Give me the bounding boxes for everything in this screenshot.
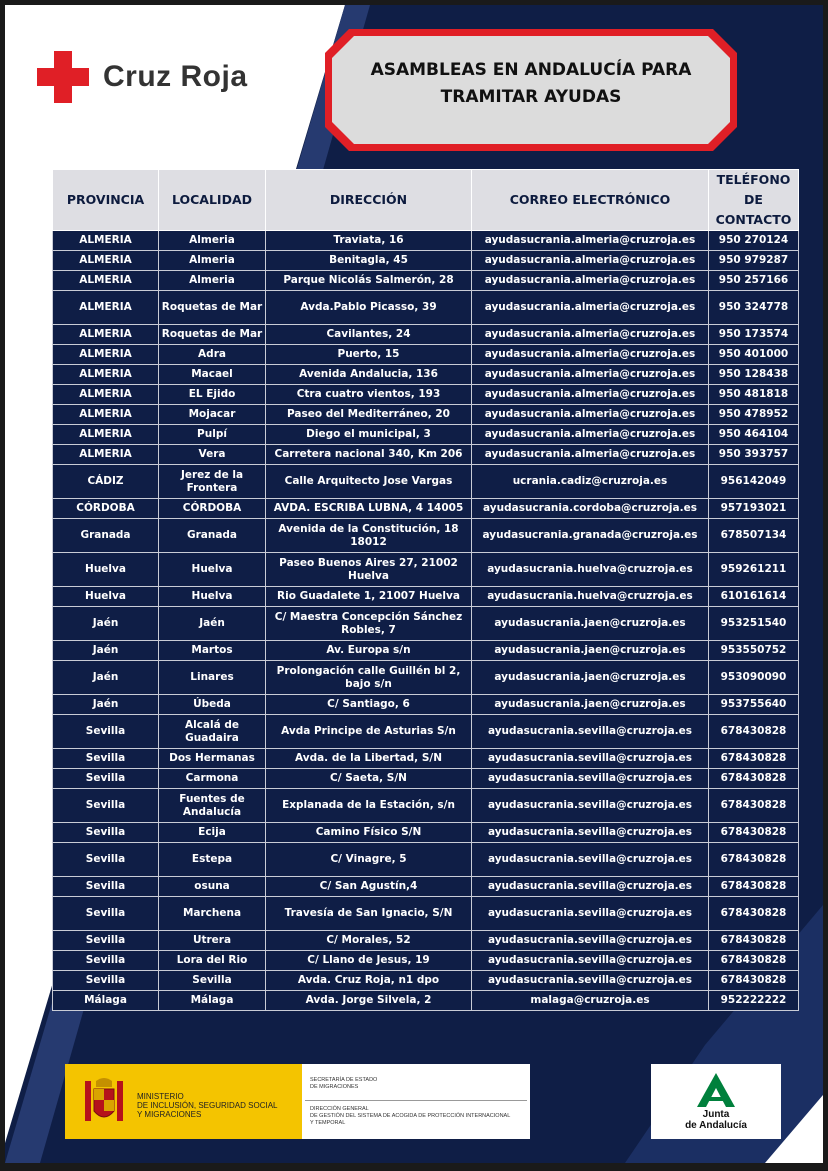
cell-telefono: 950 979287 — [709, 251, 799, 271]
cell-localidad: Linares — [159, 661, 266, 695]
cell-provincia: Sevilla — [53, 789, 159, 823]
cell-provincia: Sevilla — [53, 823, 159, 843]
cell-correo: ayudasucrania.jaen@cruzroja.es — [472, 695, 709, 715]
cell-provincia: Huelva — [53, 587, 159, 607]
direccion-general-text: DIRECCIÓN GENERAL DE GESTIÓN DEL SISTEMA DE ACOGIDA DE PROTECCIÓN INTERNACIONAL Y TEMPORAL — [310, 1106, 511, 1126]
cell-correo: ayudasucrania.almeria@cruzroja.es — [472, 365, 709, 385]
cell-direccion: Prolongación calle Guillén bl 2, bajo s/n — [266, 661, 472, 695]
table-row — [53, 553, 799, 587]
cell-provincia: Sevilla — [53, 971, 159, 991]
cell-provincia: Sevilla — [53, 877, 159, 897]
cell-correo: malaga@cruzroja.es — [472, 991, 709, 1011]
cell-telefono: 953090090 — [709, 661, 799, 695]
cell-telefono: 678430828 — [709, 931, 799, 951]
table-row — [53, 769, 799, 789]
cell-direccion: Rio Guadalete 1, 21007 Huelva — [266, 587, 472, 607]
title-line-2: TRAMITAR AYUDAS — [440, 87, 622, 107]
cell-telefono: 678430828 — [709, 951, 799, 971]
table-row — [53, 931, 799, 951]
header-provincia: PROVINCIA — [53, 170, 159, 231]
cell-direccion: C/ Maestra Concepción Sánchez Robles, 7 — [266, 607, 472, 641]
cell-direccion: AVDA. ESCRIBA LUBNA, 4 14005 — [266, 499, 472, 519]
cell-telefono: 950 324778 — [709, 291, 799, 325]
table-row — [53, 519, 799, 553]
cell-localidad: Roquetas de Mar — [159, 291, 266, 325]
cell-correo: ayudasucrania.sevilla@cruzroja.es — [472, 897, 709, 931]
table-row — [53, 325, 799, 345]
cell-telefono: 950 393757 — [709, 445, 799, 465]
table-row — [53, 607, 799, 641]
cell-provincia: ALMERIA — [53, 231, 159, 251]
cell-localidad: Huelva — [159, 587, 266, 607]
cell-localidad: Martos — [159, 641, 266, 661]
cell-localidad: Alcalá de Guadaira — [159, 715, 266, 749]
ministry-yellow-panel — [65, 1064, 302, 1139]
header-direccion: DIRECCIÓN — [266, 170, 472, 231]
header-correo: CORREO ELECTRÓNICO — [472, 170, 709, 231]
cell-telefono: 678430828 — [709, 715, 799, 749]
table-row — [53, 951, 799, 971]
cell-localidad: Adra — [159, 345, 266, 365]
table-row — [53, 365, 799, 385]
cell-provincia: ALMERIA — [53, 385, 159, 405]
cell-direccion: Benitagla, 45 — [266, 251, 472, 271]
cell-telefono: 678430828 — [709, 843, 799, 877]
cell-localidad: Marchena — [159, 897, 266, 931]
cell-direccion: C/ Saeta, S/N — [266, 769, 472, 789]
cell-localidad: Úbeda — [159, 695, 266, 715]
cell-correo: ayudasucrania.almeria@cruzroja.es — [472, 251, 709, 271]
cell-direccion: Avda. de la Libertad, S/N — [266, 749, 472, 769]
cell-provincia: CÓRDOBA — [53, 499, 159, 519]
cell-direccion: C/ Llano de Jesus, 19 — [266, 951, 472, 971]
cell-localidad: Almeria — [159, 251, 266, 271]
cell-direccion: Avda Principe de Asturias S/n — [266, 715, 472, 749]
cell-correo: ayudasucrania.granada@cruzroja.es — [472, 519, 709, 553]
cell-localidad: osuna — [159, 877, 266, 897]
cell-provincia: Sevilla — [53, 843, 159, 877]
cell-direccion: Avda.Pablo Picasso, 39 — [266, 291, 472, 325]
cell-correo: ayudasucrania.sevilla@cruzroja.es — [472, 951, 709, 971]
cell-localidad: Almeria — [159, 231, 266, 251]
cell-correo: ayudasucrania.almeria@cruzroja.es — [472, 231, 709, 251]
cell-telefono: 950 270124 — [709, 231, 799, 251]
title-line-1: ASAMBLEAS EN ANDALUCÍA PARA — [370, 60, 692, 80]
cell-correo: ayudasucrania.almeria@cruzroja.es — [472, 325, 709, 345]
cell-telefono: 678430828 — [709, 971, 799, 991]
cell-localidad: Sevilla — [159, 971, 266, 991]
cell-telefono: 678430828 — [709, 769, 799, 789]
table-header-row — [53, 170, 799, 231]
cell-direccion: C/ Santiago, 6 — [266, 695, 472, 715]
cell-provincia: Sevilla — [53, 715, 159, 749]
table-row — [53, 587, 799, 607]
cell-provincia: ALMERIA — [53, 425, 159, 445]
cell-provincia: ALMERIA — [53, 271, 159, 291]
cell-direccion: Avda. Cruz Roja, n1 dpo — [266, 971, 472, 991]
cell-localidad: Jaén — [159, 607, 266, 641]
cell-telefono: 950 478952 — [709, 405, 799, 425]
cell-direccion: Cavilantes, 24 — [266, 325, 472, 345]
table-row — [53, 823, 799, 843]
table-row — [53, 991, 799, 1011]
cell-direccion: Traviata, 16 — [266, 231, 472, 251]
cell-provincia: Jaén — [53, 641, 159, 661]
table-row — [53, 345, 799, 365]
cell-provincia: ALMERIA — [53, 251, 159, 271]
cell-localidad: Fuentes de Andalucía — [159, 789, 266, 823]
cell-direccion: Calle Arquitecto Jose Vargas — [266, 465, 472, 499]
cell-telefono: 950 257166 — [709, 271, 799, 291]
ministry-logo-block — [65, 1064, 530, 1139]
table-row — [53, 251, 799, 271]
cell-localidad: Pulpí — [159, 425, 266, 445]
assemblies-table — [52, 169, 799, 1011]
red-cross-icon — [37, 51, 89, 103]
junta-name: Junta de Andalucía — [685, 1109, 747, 1131]
cell-direccion: Av. Europa s/n — [266, 641, 472, 661]
cell-localidad: Macael — [159, 365, 266, 385]
cell-direccion: Puerto, 15 — [266, 345, 472, 365]
table-row — [53, 405, 799, 425]
cell-telefono: 950 401000 — [709, 345, 799, 365]
cell-localidad: Granada — [159, 519, 266, 553]
cell-correo: ayudasucrania.huelva@cruzroja.es — [472, 587, 709, 607]
junta-a-icon — [696, 1072, 736, 1108]
cell-correo: ayudasucrania.sevilla@cruzroja.es — [472, 931, 709, 951]
table-row — [53, 749, 799, 769]
header-telefono: TELÉFONO DE CONTACTO — [709, 170, 799, 231]
cell-correo: ayudasucrania.sevilla@cruzroja.es — [472, 843, 709, 877]
cell-telefono: 678430828 — [709, 897, 799, 931]
cell-localidad: Carmona — [159, 769, 266, 789]
cell-telefono: 678430828 — [709, 749, 799, 769]
cell-correo: ayudasucrania.sevilla@cruzroja.es — [472, 715, 709, 749]
cell-correo: ayudasucrania.sevilla@cruzroja.es — [472, 769, 709, 789]
cell-telefono: 953251540 — [709, 607, 799, 641]
cell-telefono: 678430828 — [709, 877, 799, 897]
cell-provincia: Granada — [53, 519, 159, 553]
cell-telefono: 957193021 — [709, 499, 799, 519]
cell-correo: ayudasucrania.jaen@cruzroja.es — [472, 661, 709, 695]
cell-correo: ayudasucrania.sevilla@cruzroja.es — [472, 971, 709, 991]
table-row — [53, 715, 799, 749]
cell-localidad: Mojacar — [159, 405, 266, 425]
cell-provincia: Sevilla — [53, 951, 159, 971]
cell-provincia: CÁDIZ — [53, 465, 159, 499]
table-row — [53, 843, 799, 877]
cell-direccion: C/ Vinagre, 5 — [266, 843, 472, 877]
table-row — [53, 465, 799, 499]
cell-provincia: Sevilla — [53, 749, 159, 769]
cell-correo: ayudasucrania.almeria@cruzroja.es — [472, 385, 709, 405]
cell-telefono: 953550752 — [709, 641, 799, 661]
cell-direccion: Paseo del Mediterráneo, 20 — [266, 405, 472, 425]
cell-localidad: Ecija — [159, 823, 266, 843]
table-row — [53, 499, 799, 519]
brand-name: Cruz Roja — [103, 60, 248, 93]
cell-correo: ayudasucrania.jaen@cruzroja.es — [472, 607, 709, 641]
cell-correo: ayudasucrania.sevilla@cruzroja.es — [472, 789, 709, 823]
cell-telefono: 950 173574 — [709, 325, 799, 345]
cell-correo: ayudasucrania.almeria@cruzroja.es — [472, 445, 709, 465]
cell-direccion: Ctra cuatro vientos, 193 — [266, 385, 472, 405]
table-row — [53, 271, 799, 291]
cell-provincia: Huelva — [53, 553, 159, 587]
cell-telefono: 953755640 — [709, 695, 799, 715]
poster-sheet — [5, 5, 823, 1163]
cell-telefono: 956142049 — [709, 465, 799, 499]
cell-provincia: ALMERIA — [53, 291, 159, 325]
cell-direccion: C/ San Agustín,4 — [266, 877, 472, 897]
cell-telefono: 678430828 — [709, 789, 799, 823]
cell-provincia: Málaga — [53, 991, 159, 1011]
cell-direccion: Explanada de la Estación, s/n — [266, 789, 472, 823]
cell-correo: ayudasucrania.sevilla@cruzroja.es — [472, 749, 709, 769]
cell-provincia: Sevilla — [53, 931, 159, 951]
cell-correo: ayudasucrania.almeria@cruzroja.es — [472, 291, 709, 325]
cell-direccion: Travesía de San Ignacio, S/N — [266, 897, 472, 931]
table-row — [53, 385, 799, 405]
cell-correo: ucrania.cadiz@cruzroja.es — [472, 465, 709, 499]
cell-telefono: 950 481818 — [709, 385, 799, 405]
table-row — [53, 695, 799, 715]
cell-correo: ayudasucrania.cordoba@cruzroja.es — [472, 499, 709, 519]
cell-telefono: 678507134 — [709, 519, 799, 553]
cell-provincia: ALMERIA — [53, 445, 159, 465]
cell-telefono: 950 128438 — [709, 365, 799, 385]
table-row — [53, 425, 799, 445]
coat-of-arms-icon — [79, 1075, 129, 1129]
cell-correo: ayudasucrania.almeria@cruzroja.es — [472, 271, 709, 291]
cell-correo: ayudasucrania.almeria@cruzroja.es — [472, 345, 709, 365]
cell-provincia: Jaén — [53, 661, 159, 695]
table-row — [53, 445, 799, 465]
cell-localidad: Almeria — [159, 271, 266, 291]
cell-correo: ayudasucrania.sevilla@cruzroja.es — [472, 823, 709, 843]
ministry-name: MINISTERIO DE INCLUSIÓN, SEGURIDAD SOCIAL Y MIGRACIONES — [137, 1092, 278, 1119]
cell-provincia: Jaén — [53, 607, 159, 641]
cell-localidad: Roquetas de Mar — [159, 325, 266, 345]
header-localidad: LOCALIDAD — [159, 170, 266, 231]
junta-andalucia-logo — [651, 1064, 781, 1139]
secretaria-text: SECRETARÍA DE ESTADO DE MIGRACIONES — [310, 1077, 378, 1090]
page-title — [335, 57, 727, 111]
cell-direccion: Camino Físico S/N — [266, 823, 472, 843]
cell-provincia: Sevilla — [53, 769, 159, 789]
cell-telefono: 610161614 — [709, 587, 799, 607]
cell-localidad: Vera — [159, 445, 266, 465]
table-row — [53, 897, 799, 931]
cell-localidad: Lora del Rio — [159, 951, 266, 971]
cell-telefono: 959261211 — [709, 553, 799, 587]
table-row — [53, 877, 799, 897]
cell-correo: ayudasucrania.huelva@cruzroja.es — [472, 553, 709, 587]
cell-direccion: Avda. Jorge Silvela, 2 — [266, 991, 472, 1011]
table-row — [53, 231, 799, 251]
cell-telefono: 678430828 — [709, 823, 799, 843]
cruz-roja-logo — [37, 51, 248, 103]
table-body — [53, 231, 799, 1011]
table-row — [53, 641, 799, 661]
cell-correo: ayudasucrania.sevilla@cruzroja.es — [472, 877, 709, 897]
cell-localidad: Jerez de la Frontera — [159, 465, 266, 499]
cell-direccion: Avenida de la Constitución, 18 18012 — [266, 519, 472, 553]
table-row — [53, 291, 799, 325]
cell-direccion: Carretera nacional 340, Km 206 — [266, 445, 472, 465]
cell-provincia: Jaén — [53, 695, 159, 715]
cell-localidad: Estepa — [159, 843, 266, 877]
cell-provincia: ALMERIA — [53, 365, 159, 385]
cell-direccion: Parque Nicolás Salmerón, 28 — [266, 271, 472, 291]
cell-direccion: Diego el municipal, 3 — [266, 425, 472, 445]
cell-correo: ayudasucrania.jaen@cruzroja.es — [472, 641, 709, 661]
cell-localidad: Málaga — [159, 991, 266, 1011]
cell-direccion: C/ Morales, 52 — [266, 931, 472, 951]
cell-telefono: 952222222 — [709, 991, 799, 1011]
table-row — [53, 661, 799, 695]
cell-provincia: Sevilla — [53, 897, 159, 931]
cell-localidad: CÓRDOBA — [159, 499, 266, 519]
cell-provincia: ALMERIA — [53, 405, 159, 425]
cell-correo: ayudasucrania.almeria@cruzroja.es — [472, 425, 709, 445]
table-row — [53, 789, 799, 823]
table-row — [53, 971, 799, 991]
cell-direccion: Paseo Buenos Aires 27, 21002 Huelva — [266, 553, 472, 587]
cell-localidad: Utrera — [159, 931, 266, 951]
footer-divider — [305, 1100, 527, 1101]
cell-localidad: Dos Hermanas — [159, 749, 266, 769]
cell-direccion: Avenida Andalucia, 136 — [266, 365, 472, 385]
cell-provincia: ALMERIA — [53, 325, 159, 345]
cell-localidad: EL Ejido — [159, 385, 266, 405]
cell-correo: ayudasucrania.almeria@cruzroja.es — [472, 405, 709, 425]
cell-telefono: 950 464104 — [709, 425, 799, 445]
cell-localidad: Huelva — [159, 553, 266, 587]
cell-provincia: ALMERIA — [53, 345, 159, 365]
